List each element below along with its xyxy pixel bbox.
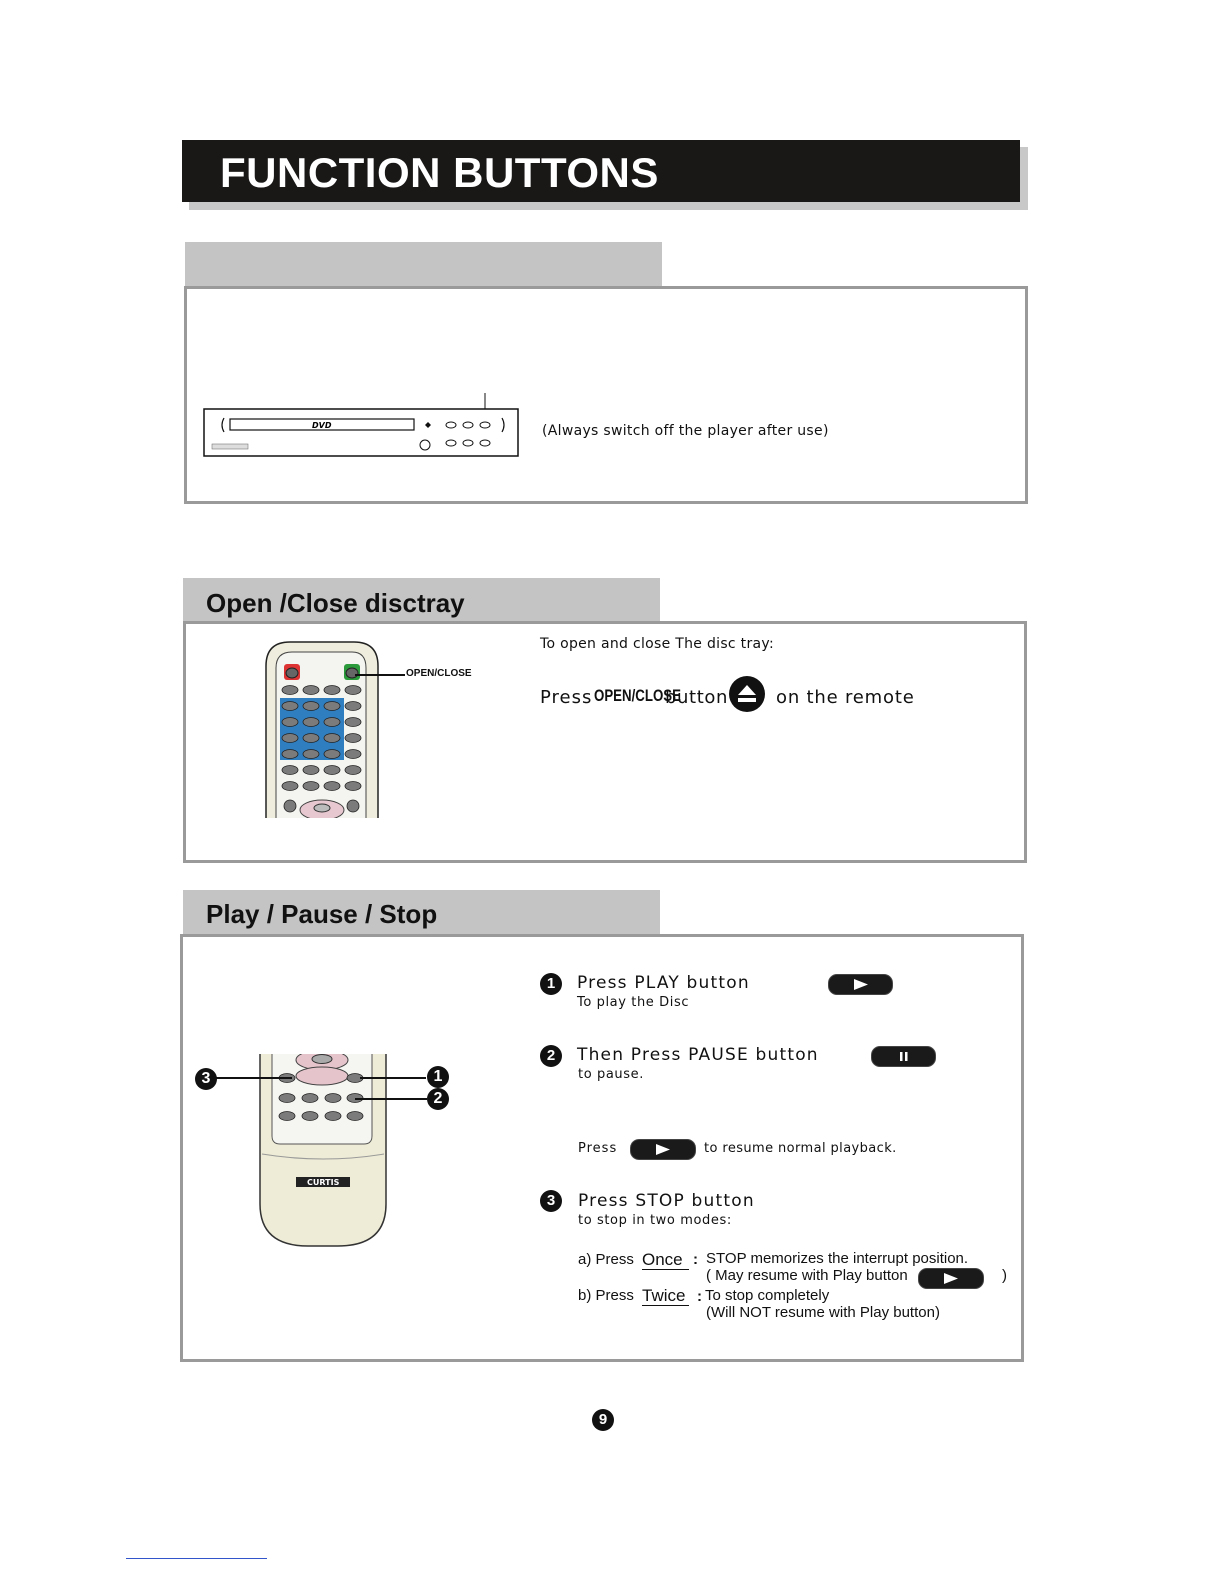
step-3-title: Press STOP button [578, 1191, 755, 1211]
power-note: (Always switch off the player after use) [542, 423, 829, 439]
mode-b-word: Twice [642, 1286, 689, 1306]
resume-play-icon [630, 1139, 696, 1160]
mode-b-text: To stop completely [705, 1287, 830, 1304]
mode-b-note: (Will NOT resume with Play button) [706, 1304, 940, 1321]
mode-a-note-close: ) [1002, 1267, 1007, 1284]
mode-b-colon: : [697, 1288, 702, 1305]
section2-title: Open /Close disctray [206, 588, 465, 618]
callout-2: 2 [427, 1088, 449, 1110]
mode-b-prefix: b) Press [578, 1287, 634, 1304]
step-2-sub: to pause. [578, 1067, 644, 1082]
footer-rule [126, 1558, 267, 1559]
button-word: button [665, 687, 728, 708]
remote-bottom-illustration [258, 1054, 388, 1249]
step-1-title: Press PLAY button [577, 973, 750, 993]
press-word: Press [540, 687, 593, 708]
open-close-button [346, 668, 358, 678]
step-2-title: Then Press PAUSE button [577, 1045, 819, 1065]
resume-text: to resume normal playback. [704, 1141, 897, 1156]
open-close-name: OPEN/CLOSE [594, 686, 681, 705]
page-title: FUNCTION BUTTONS [220, 149, 659, 196]
step-1-sub: To play the Disc [577, 995, 690, 1010]
callout-line-stop [216, 1077, 292, 1079]
open-close-callout-label: OPEN/CLOSE [406, 668, 472, 679]
step-2-number: 2 [540, 1045, 562, 1067]
disc-tray-intro: To open and close The disc tray: [540, 636, 774, 652]
callout-3: 3 [195, 1068, 217, 1090]
on-remote-text: on the remote [776, 687, 915, 708]
step-3-sub: to stop in two modes: [578, 1213, 732, 1228]
mode-a-colon: : [693, 1251, 698, 1268]
mode-a-text: STOP memorizes the interrupt position. [706, 1250, 969, 1267]
play-button-icon [828, 974, 893, 995]
callout-line-play [360, 1077, 426, 1079]
mode-a-word: Once [642, 1250, 689, 1270]
callout-1: 1 [427, 1066, 449, 1088]
remote-top-illustration [262, 638, 382, 818]
remote-brand: CURTIS [307, 1178, 340, 1187]
page-number: 9 [592, 1409, 614, 1431]
step-3-number: 3 [540, 1190, 562, 1212]
dvd-logo: DVD [312, 421, 332, 430]
step-1-number: 1 [540, 973, 562, 995]
mode-a-prefix: a) Press [578, 1251, 634, 1268]
callout-line-pause [355, 1098, 427, 1100]
open-close-callout-line [355, 674, 405, 676]
resume-press: Press [578, 1141, 618, 1156]
pause-button-icon [871, 1046, 936, 1067]
mode-a-play-icon [918, 1268, 984, 1289]
dvd-player-illustration [200, 390, 525, 462]
section1-tab [185, 242, 662, 288]
eject-icon [729, 676, 765, 712]
mode-a-note: ( May resume with Play button [706, 1267, 908, 1284]
section3-title: Play / Pause / Stop [206, 899, 438, 929]
